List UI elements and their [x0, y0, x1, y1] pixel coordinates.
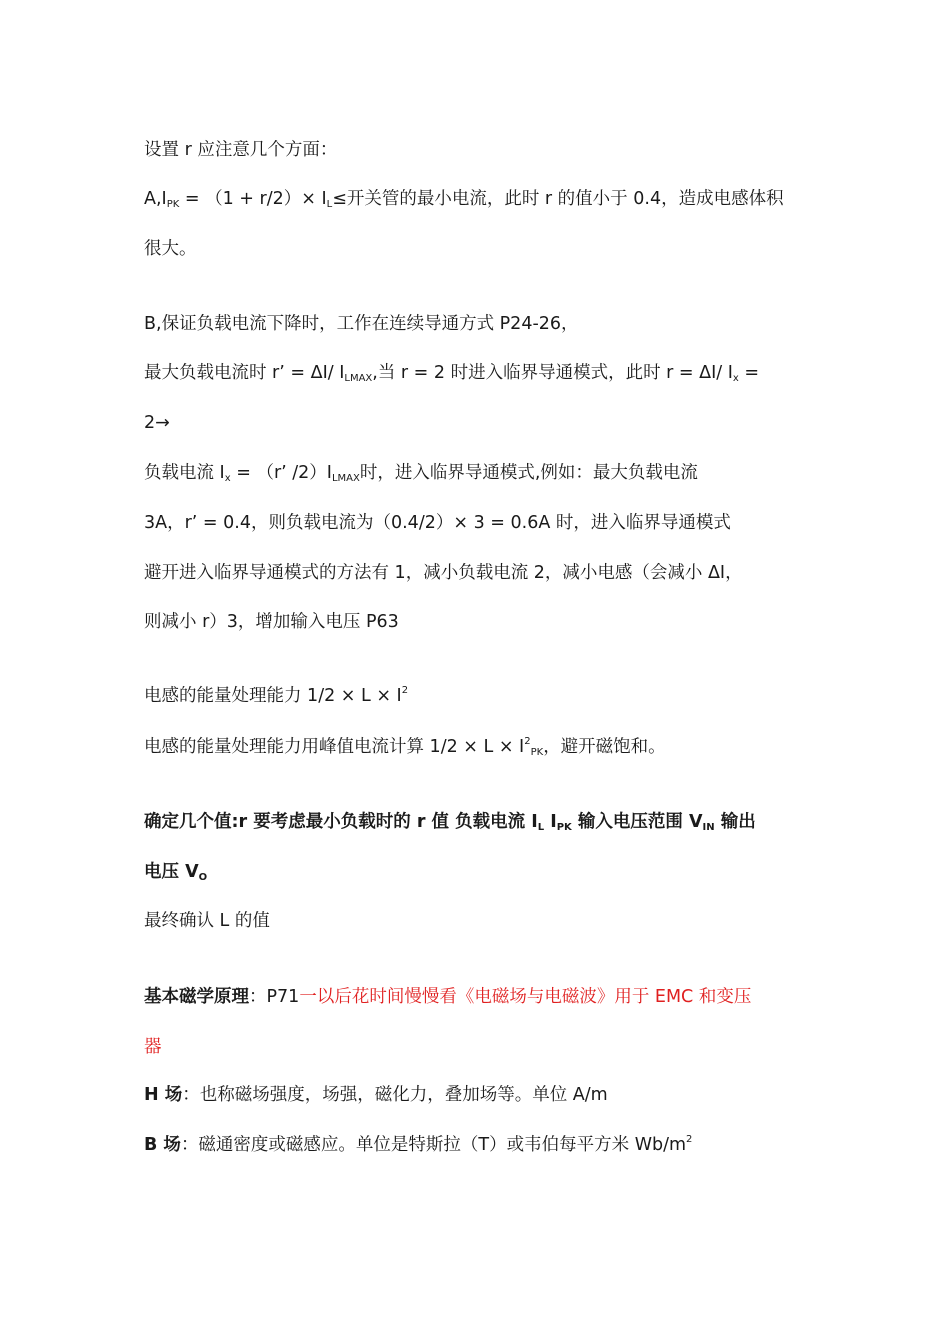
subscript: PK: [166, 199, 180, 210]
text-line-19: [144, 1132, 692, 1161]
text-line-10: [144, 609, 399, 635]
text-run: 则减小 r）3，增加输入电压 P63: [144, 612, 399, 632]
text-line-3: [144, 236, 197, 262]
subscript: LMAX: [344, 373, 373, 384]
text-run: 3A，r’ = 0.4，则负载电流为（0.4/2）× 3 = 0.6A 时，进入临界导通模式: [144, 513, 731, 533]
subscript: L: [326, 199, 333, 210]
text-run: ：也称磁场强度，场强，磁化力，叠加场等。单位 A/m: [182, 1085, 608, 1105]
superscript: 2: [401, 685, 409, 696]
text-run: H 场: [144, 1085, 183, 1105]
text-run: = （1 + r/2）× I: [179, 189, 327, 209]
subscript: L: [537, 822, 545, 833]
text-run: 确定几个值:r 要考虑最小负载时的 r 值 负载电流 I: [144, 812, 538, 832]
text-run: 一以后花时间慢慢看《电磁场与电磁波》用于 EMC 和变压: [299, 987, 752, 1007]
text-line-5: [144, 360, 759, 389]
text-line-8: [144, 510, 731, 536]
text-run: 最大负载电流时 r’ = ΔI/ I: [144, 363, 345, 383]
text-run: 负载电流 I: [144, 463, 225, 483]
text-run: ：P71: [249, 987, 300, 1007]
text-run: B,保证负载电流下降时，工作在连续导通方式 P24-26，: [144, 314, 579, 334]
text-run: =: [738, 363, 760, 383]
subscript: x: [224, 473, 231, 484]
subscript: LMAX: [331, 473, 360, 484]
text-line-16: [144, 984, 751, 1010]
text-run: 器: [144, 1037, 162, 1057]
subscript: PK: [530, 747, 544, 758]
text-line-13: [144, 809, 756, 838]
text-run: B 场: [144, 1135, 181, 1155]
text-run: 基本磁学原理: [144, 987, 249, 1007]
text-line-9: [144, 560, 743, 586]
text-run: 时，进入临界导通模式,例如：最大负载电流: [359, 463, 698, 483]
text-line-15: [144, 908, 270, 934]
superscript: 2: [686, 1134, 693, 1145]
text-line-11: [144, 683, 408, 712]
text-run: ,当 r = 2 时进入临界导通模式，此时 r = ΔI/ I: [372, 363, 733, 383]
text-line-6: [144, 410, 170, 436]
text-line-1: [144, 137, 337, 163]
text-run: I: [544, 812, 557, 832]
text-line-18: [144, 1082, 608, 1108]
subscript: x: [732, 373, 739, 384]
text-run: 输入电压范围 V: [571, 812, 703, 832]
text-run: 2→: [144, 413, 170, 433]
text-line-14: [144, 859, 207, 888]
text-run: 设置 r 应注意几个方面：: [144, 140, 338, 160]
text-run: = （r’ /2）I: [230, 463, 332, 483]
text-run: ：磁通密度或磁感应。单位是特斯拉（T）或韦伯每平方米 Wb/m: [180, 1135, 687, 1155]
superscript: 2: [524, 736, 531, 747]
text-run: 输出: [714, 812, 756, 832]
text-run: ，避开磁饱和。: [543, 737, 666, 757]
text-line-4: [144, 311, 579, 337]
text-run: 电感的能量处理能力 1/2 × L × I: [144, 686, 402, 706]
text-run: 最终确认 L 的值: [144, 911, 270, 931]
text-run: 避开进入临界导通模式的方法有 1，减小负载电流 2，减小电感（会减小 ΔI，: [144, 563, 743, 583]
text-run: 很大。: [144, 239, 197, 259]
subscript: O: [198, 872, 208, 883]
text-run: 电压 V: [144, 862, 199, 882]
text-run: 电感的能量处理能力用峰值电流计算 1/2 × L × I: [144, 737, 525, 757]
text-run: A,I: [144, 189, 167, 209]
subscript: IN: [702, 822, 715, 833]
text-line-12: [144, 734, 666, 763]
text-line-17: [144, 1034, 162, 1060]
text-line-2: [144, 186, 784, 215]
text-line-7: [144, 460, 698, 489]
subscript: PK: [556, 822, 572, 833]
text-run: ≤开关管的最小电流，此时 r 的值小于 0.4，造成电感体积: [332, 189, 784, 209]
